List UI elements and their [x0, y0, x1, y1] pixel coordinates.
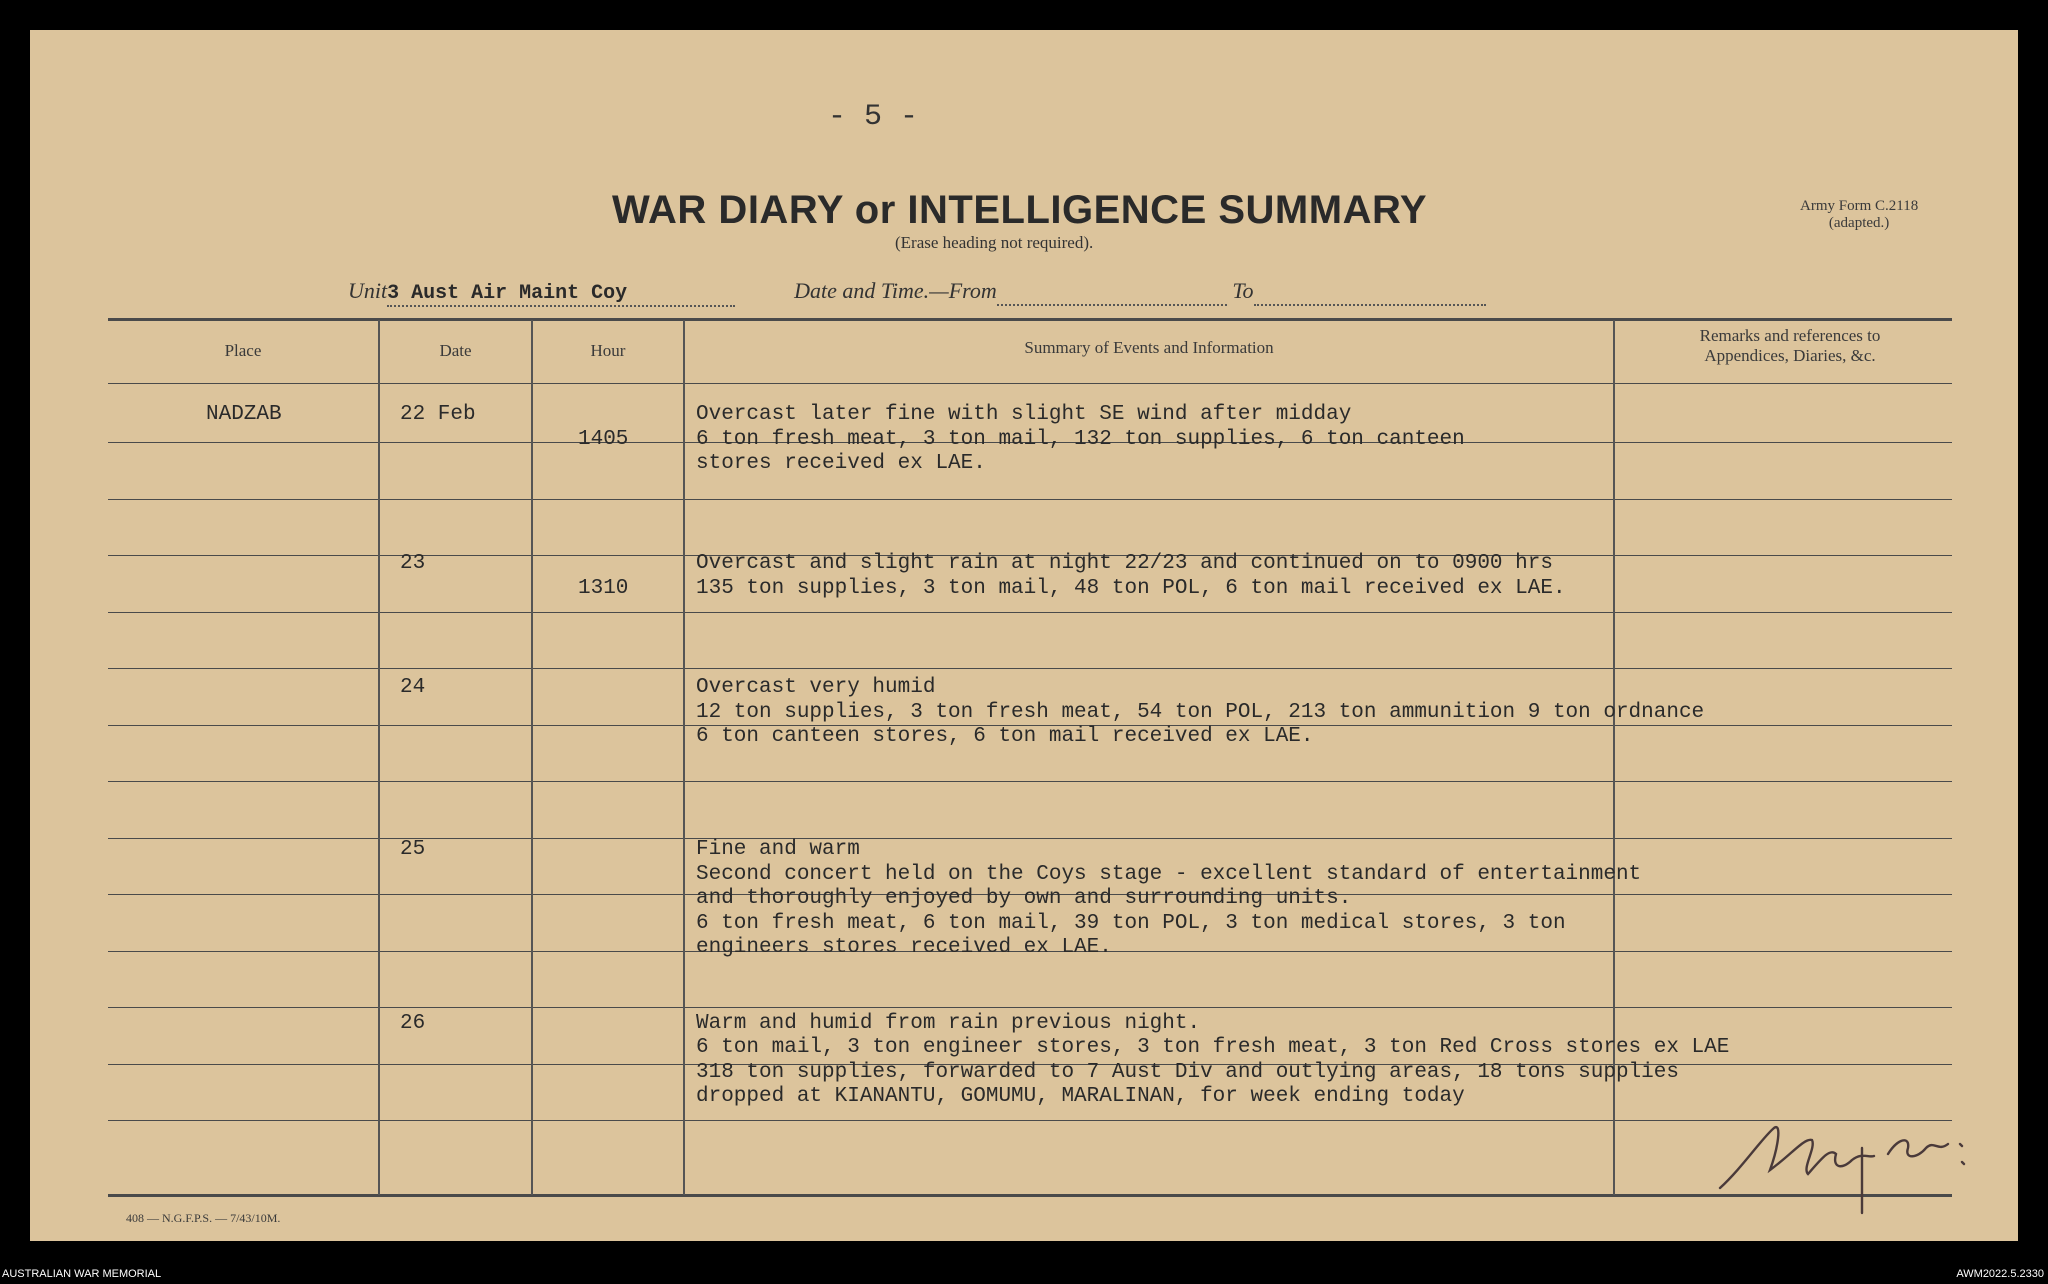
column-header-place: Place	[224, 341, 262, 360]
unit-value: 3 Aust Air Maint Coy	[387, 282, 628, 305]
page-subtitle: (Erase heading not required).	[895, 233, 1094, 252]
header-rule	[108, 383, 1952, 384]
signature	[1712, 1108, 1982, 1218]
column-divider	[531, 320, 533, 1195]
army-form-number: Army Form C.2118	[1800, 198, 1919, 214]
place-cell: NADZAB	[206, 403, 282, 426]
summary-line: engineers stores received ex LAE.	[696, 936, 1112, 959]
row-rule	[108, 1007, 1952, 1008]
row-rule	[108, 668, 1952, 669]
archive-reference: AWM2022.5.2330	[1956, 1268, 2044, 1280]
summary-line: Overcast later fine with slight SE wind after midday	[696, 403, 1352, 426]
summary-line: 6 ton canteen stores, 6 ton mail received ex LAE.	[696, 725, 1314, 748]
summary-line: and thoroughly enjoyed by own and surrounding units.	[696, 887, 1352, 910]
date-cell: 22 Feb	[400, 403, 476, 426]
army-form-adapted: (adapted.)	[1828, 215, 1890, 231]
row-rule	[108, 781, 1952, 782]
summary-line: Overcast very humid	[696, 676, 936, 699]
date-to-label: To	[1232, 278, 1254, 303]
summary-line: 6 ton fresh meat, 6 ton mail, 39 ton POL, 3 ton medical stores, 3 ton	[696, 912, 1566, 935]
row-rule	[108, 1120, 1952, 1121]
summary-line: dropped at KIANANTU, GOMUMU, MARALINAN, for week ending today	[696, 1085, 1465, 1108]
row-rule	[108, 499, 1952, 500]
summary-line: Overcast and slight rain at night 22/23 and continued on to 0900 hrs	[696, 552, 1553, 575]
column-header-summary: Summary of Events and Information	[1024, 338, 1274, 357]
print-code: 408 — N.G.F.P.S. — 7/43/10M.	[126, 1211, 281, 1225]
row-rule	[108, 838, 1952, 839]
date-cell: 24	[400, 676, 426, 699]
row-rule	[108, 612, 1952, 613]
summary-line: 12 ton supplies, 3 ton fresh meat, 54 ton POL, 213 ton ammunition 9 ton ordnance	[696, 701, 1705, 724]
summary-line: Second concert held on the Coys stage - excellent standard of entertainment	[696, 863, 1642, 886]
date-cell: 23	[400, 552, 426, 575]
date-to-field	[1254, 278, 1486, 306]
army-form-label	[1800, 198, 1918, 232]
date-time-label: Date and Time.—From	[794, 278, 997, 303]
hour-cell: 1405	[578, 428, 629, 451]
summary-line: stores received ex LAE.	[696, 452, 986, 475]
table-top-rule	[108, 318, 1952, 321]
date-cell: 25	[400, 838, 426, 861]
summary-line: 318 ton supplies, forwarded to 7 Aust Div and outlying areas, 18 tons supplies	[696, 1061, 1679, 1084]
page-title: WAR DIARY or INTELLIGENCE SUMMARY	[612, 188, 1428, 232]
date-from-field	[997, 278, 1227, 306]
column-header-hour: Hour	[590, 341, 626, 360]
column-header-remarks: Remarks and references to Appendices, Diaries, &c.	[1699, 326, 1881, 365]
summary-line: Fine and warm	[696, 838, 860, 861]
column-header-date: Date	[439, 341, 472, 360]
date-cell: 26	[400, 1012, 426, 1035]
unit-field	[387, 278, 735, 307]
summary-line: 6 ton fresh meat, 3 ton mail, 132 ton supplies, 6 ton canteen	[696, 428, 1465, 451]
column-divider	[683, 320, 685, 1195]
summary-line: Warm and humid from rain previous night.	[696, 1012, 1201, 1035]
column-divider	[378, 320, 380, 1195]
page-number: - 5 -	[828, 100, 919, 134]
unit-line	[348, 278, 1486, 307]
summary-line: 6 ton mail, 3 ton engineer stores, 3 ton fresh meat, 3 ton Red Cross stores ex LAE	[696, 1036, 1730, 1059]
summary-line: 135 ton supplies, 3 ton mail, 48 ton POL, 6 ton mail received ex LAE.	[696, 577, 1566, 600]
archive-caption: AUSTRALIAN WAR MEMORIAL	[2, 1268, 162, 1280]
table-bottom-rule	[108, 1194, 1952, 1197]
hour-cell: 1310	[578, 577, 629, 600]
unit-label: Unit	[348, 278, 388, 303]
